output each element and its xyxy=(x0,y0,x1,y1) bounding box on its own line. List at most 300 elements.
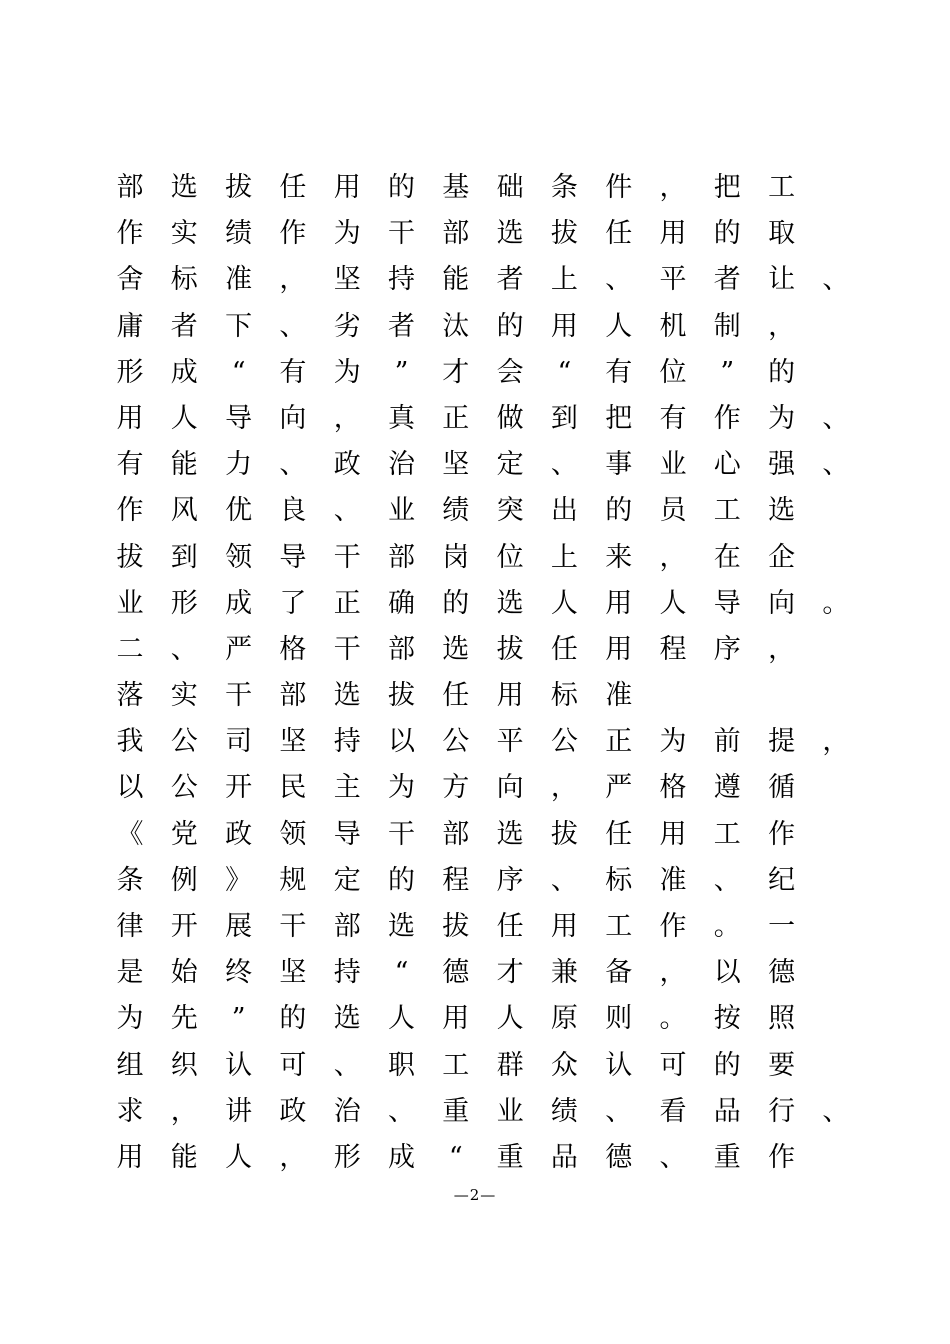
text-char: 绩 xyxy=(442,495,470,527)
text-line xyxy=(110,488,870,534)
text-char: 德 xyxy=(768,957,796,989)
text-char: 心 xyxy=(713,449,741,481)
text-char: 品 xyxy=(713,1095,741,1127)
text-char: 干 xyxy=(388,818,415,850)
text-line xyxy=(110,442,870,488)
text-char: 的 xyxy=(713,218,741,250)
text-char: 部 xyxy=(442,218,470,250)
text-char: 人 xyxy=(388,1003,415,1035)
text-char: 把 xyxy=(605,402,633,434)
text-char: 坚 xyxy=(333,264,361,296)
text-char: 干 xyxy=(333,633,361,665)
text-char: 、 xyxy=(333,1049,361,1081)
text-char: 人 xyxy=(550,587,578,619)
text-char: 机 xyxy=(659,310,687,342)
text-char: 可 xyxy=(279,1049,307,1081)
text-char: ， xyxy=(822,726,850,758)
text-char: 可 xyxy=(659,1049,687,1081)
text-char: 律 xyxy=(116,911,144,942)
text-char: 任 xyxy=(496,911,524,942)
text-char: 持 xyxy=(333,726,361,758)
text-char: ， xyxy=(279,264,307,296)
text-char: 平 xyxy=(659,264,687,296)
text-char: 人 xyxy=(170,402,198,434)
text-char: 把 xyxy=(713,172,741,203)
text-char: 导 xyxy=(279,541,307,573)
text-char: 成 xyxy=(225,587,253,619)
text-char: 上 xyxy=(550,264,578,296)
text-char: 严 xyxy=(225,633,253,665)
text-char: 例 xyxy=(170,864,198,896)
text-char: 是 xyxy=(116,957,144,989)
text-char: 照 xyxy=(768,1003,796,1035)
text-char: 者 xyxy=(388,310,415,342)
text-char: ， xyxy=(550,772,578,804)
text-char: 兼 xyxy=(550,957,578,989)
text-char: ， xyxy=(659,957,687,989)
text-line xyxy=(110,950,870,996)
text-char: 准 xyxy=(225,264,253,296)
text-char: 者 xyxy=(713,264,741,296)
text-char: 工 xyxy=(768,172,796,203)
text-char: 业 xyxy=(659,449,687,481)
text-char: 、 xyxy=(822,402,850,434)
text-char: 品 xyxy=(550,1141,578,1173)
text-char: 用 xyxy=(659,218,687,250)
text-char: 主 xyxy=(333,772,361,804)
text-line xyxy=(110,765,870,811)
text-char: 有 xyxy=(279,356,307,388)
text-char: 为 xyxy=(333,356,361,388)
text-char: 真 xyxy=(388,402,415,434)
text-char: 按 xyxy=(713,1003,741,1035)
text-char: 用 xyxy=(496,680,524,712)
text-char: 民 xyxy=(279,772,307,804)
text-char: 政 xyxy=(333,449,361,481)
text-char: 任 xyxy=(550,633,578,665)
text-char: 人 xyxy=(225,1141,253,1173)
text-char: 选 xyxy=(496,818,524,850)
text-char: 导 xyxy=(713,587,741,619)
text-char: 件 xyxy=(605,172,633,203)
text-char: 持 xyxy=(333,957,361,989)
text-line xyxy=(110,211,870,257)
text-char: 、 xyxy=(822,449,850,481)
text-char: 位 xyxy=(496,541,524,573)
text-char: 重 xyxy=(442,1095,470,1127)
text-char: 原 xyxy=(550,1003,578,1035)
text-char: 《 xyxy=(116,818,144,850)
text-char: 。 xyxy=(659,1003,687,1035)
text-char: 、 xyxy=(713,864,741,896)
text-line xyxy=(110,904,870,950)
text-char: 公 xyxy=(442,726,470,758)
text-char: 德 xyxy=(605,1141,633,1173)
text-char: 人 xyxy=(605,310,633,342)
text-char: 强 xyxy=(768,449,796,481)
text-char: 拔 xyxy=(550,818,578,850)
text-char: 用 xyxy=(605,587,633,619)
text-char: 优 xyxy=(225,495,253,527)
text-char: 向 xyxy=(768,587,796,619)
text-char: 舍 xyxy=(116,264,144,296)
text-char: 用 xyxy=(116,402,144,434)
body-text xyxy=(110,165,870,1181)
text-char: 组 xyxy=(116,1049,144,1081)
text-char: 定 xyxy=(496,449,524,481)
text-char: 看 xyxy=(659,1095,687,1127)
text-char: 、 xyxy=(822,1095,850,1127)
text-char: 选 xyxy=(496,218,524,250)
text-char: 、 xyxy=(279,310,307,342)
text-char: 业 xyxy=(116,587,144,619)
text-char: 为 xyxy=(659,726,687,758)
text-char: 有 xyxy=(659,402,687,434)
text-line xyxy=(110,996,870,1042)
text-char: 形 xyxy=(116,356,144,388)
text-char: 导 xyxy=(333,818,361,850)
text-char: 作 xyxy=(279,218,307,250)
text-line xyxy=(110,165,870,211)
text-char: 为 xyxy=(768,402,796,434)
text-char: 二 xyxy=(116,633,144,665)
text-char: 任 xyxy=(605,218,633,250)
text-char: 下 xyxy=(225,310,253,342)
text-char: 业 xyxy=(388,495,415,527)
text-char: 了 xyxy=(279,587,307,619)
text-char: 业 xyxy=(496,1095,524,1127)
text-char: 实 xyxy=(170,680,198,712)
text-char: 、 xyxy=(605,1095,633,1127)
text-line xyxy=(110,304,870,350)
text-char: 的 xyxy=(442,587,470,619)
text-char: 拔 xyxy=(225,172,253,203)
text-char: 取 xyxy=(768,218,796,250)
text-char: 公 xyxy=(170,726,198,758)
text-char: ， xyxy=(659,172,687,203)
text-char: 坚 xyxy=(442,449,470,481)
page-number: —2— xyxy=(453,1186,497,1204)
text-char: 作 xyxy=(768,818,796,850)
text-char: 工 xyxy=(713,818,741,850)
text-char: 方 xyxy=(442,772,470,804)
text-char: ” xyxy=(231,1003,246,1035)
text-char: 能 xyxy=(170,449,198,481)
text-char: 选 xyxy=(496,587,524,619)
text-char: 向 xyxy=(496,772,524,804)
text-char: 条 xyxy=(550,172,578,203)
text-char: 人 xyxy=(659,587,687,619)
text-char: 的 xyxy=(388,172,415,203)
text-char: ” xyxy=(720,356,735,388)
text-char: 司 xyxy=(225,726,253,758)
text-char: 程 xyxy=(659,633,687,665)
text-char: 拔 xyxy=(550,218,578,250)
text-line xyxy=(110,1043,870,1089)
text-char: 先 xyxy=(170,1003,198,1035)
text-char: 始 xyxy=(170,957,198,989)
text-char: 用 xyxy=(659,818,687,850)
text-char: 在 xyxy=(713,541,741,573)
text-char: 为 xyxy=(388,772,415,804)
text-line xyxy=(110,257,870,303)
text-char: 形 xyxy=(333,1141,361,1173)
text-line xyxy=(110,719,870,765)
text-line xyxy=(110,812,870,858)
text-char: 用 xyxy=(333,172,361,203)
text-char: 》 xyxy=(225,864,253,896)
text-char: 展 xyxy=(225,911,253,942)
text-char: 落 xyxy=(116,680,144,712)
text-char: 标 xyxy=(550,680,578,712)
text-char: 有 xyxy=(605,356,633,388)
text-char: 正 xyxy=(442,402,470,434)
text-char: 成 xyxy=(388,1141,415,1173)
text-char: 干 xyxy=(333,541,361,573)
text-char: 以 xyxy=(388,726,415,758)
text-char: 、 xyxy=(550,864,578,896)
text-char: 遵 xyxy=(713,772,741,804)
text-char: 格 xyxy=(659,772,687,804)
text-char: “ xyxy=(448,1141,463,1173)
text-char: 正 xyxy=(333,587,361,619)
text-char: 出 xyxy=(550,495,578,527)
text-char: 政 xyxy=(279,1095,307,1127)
text-line xyxy=(110,1135,870,1181)
text-char: 实 xyxy=(170,218,198,250)
text-char: 领 xyxy=(279,818,307,850)
text-char: 讲 xyxy=(225,1095,253,1127)
text-char: 为 xyxy=(333,218,361,250)
text-char: 则 xyxy=(605,1003,633,1035)
text-char: ， xyxy=(170,1095,198,1127)
text-char: 任 xyxy=(279,172,307,203)
text-char: 任 xyxy=(442,680,470,712)
text-char: 用 xyxy=(442,1003,470,1035)
text-char: 、 xyxy=(659,1141,687,1173)
text-char: 准 xyxy=(605,680,633,712)
text-line xyxy=(110,858,870,904)
text-char: ， xyxy=(768,633,796,665)
text-char: 用 xyxy=(116,1141,144,1173)
text-char: 的 xyxy=(388,864,415,896)
text-char: 序 xyxy=(713,633,741,665)
text-char: ” xyxy=(394,356,409,388)
text-char: 工 xyxy=(442,1049,470,1081)
text-char: 群 xyxy=(496,1049,524,1081)
text-char: 坚 xyxy=(279,957,307,989)
text-char: 定 xyxy=(333,864,361,896)
text-char: 选 xyxy=(170,172,198,203)
text-char: 任 xyxy=(605,818,633,850)
text-char: 导 xyxy=(225,402,253,434)
text-char: 开 xyxy=(170,911,198,942)
text-char: 成 xyxy=(170,356,198,388)
text-char: 。 xyxy=(713,911,741,942)
text-char: 能 xyxy=(170,1141,198,1173)
text-char: ， xyxy=(768,310,796,342)
text-char: 持 xyxy=(388,264,415,296)
text-char: 标 xyxy=(170,264,198,296)
text-char: 作 xyxy=(713,402,741,434)
text-char: 、 xyxy=(279,449,307,481)
text-char: 用 xyxy=(550,911,578,942)
text-char: 部 xyxy=(333,911,361,942)
text-char: 的 xyxy=(713,1049,741,1081)
text-line xyxy=(110,581,870,627)
text-char: 才 xyxy=(496,957,524,989)
text-char: 规 xyxy=(279,864,307,896)
text-char: 备 xyxy=(605,957,633,989)
text-char: 、 xyxy=(388,1095,415,1127)
text-char: 确 xyxy=(388,587,415,619)
text-char: 格 xyxy=(279,633,307,665)
text-char: 选 xyxy=(333,1003,361,1035)
text-char: 工 xyxy=(713,495,741,527)
text-line xyxy=(110,1089,870,1135)
text-line xyxy=(110,396,870,442)
text-char: 平 xyxy=(496,726,524,758)
text-char: 前 xyxy=(713,726,741,758)
text-char: 做 xyxy=(496,402,524,434)
text-char: 、 xyxy=(822,264,850,296)
text-char: 拔 xyxy=(442,911,470,942)
text-char: 才 xyxy=(442,356,470,388)
text-char: 认 xyxy=(225,1049,253,1081)
text-char: 突 xyxy=(496,495,524,527)
text-char: 、 xyxy=(333,495,361,527)
text-char: 用 xyxy=(605,633,633,665)
text-char: 治 xyxy=(333,1095,361,1127)
text-char: 汰 xyxy=(442,310,470,342)
text-char: 干 xyxy=(388,218,415,250)
text-char: 能 xyxy=(442,264,470,296)
text-char: 循 xyxy=(768,772,796,804)
text-char: 力 xyxy=(225,449,253,481)
text-char: ， xyxy=(659,541,687,573)
text-char: 、 xyxy=(550,449,578,481)
text-char: 岗 xyxy=(442,541,470,573)
text-char: 、 xyxy=(605,264,633,296)
text-char: 标 xyxy=(605,864,633,896)
text-char: 。 xyxy=(822,587,850,619)
text-char: 选 xyxy=(333,680,361,712)
text-char: 绩 xyxy=(550,1095,578,1127)
text-char: 工 xyxy=(605,911,633,942)
text-char: 选 xyxy=(388,911,415,942)
text-char: 领 xyxy=(225,541,253,573)
text-char: 庸 xyxy=(116,310,144,342)
text-char: 德 xyxy=(442,957,470,989)
text-char: 选 xyxy=(442,633,470,665)
text-char: 员 xyxy=(659,495,687,527)
text-char: 行 xyxy=(768,1095,796,1127)
text-char: 织 xyxy=(170,1049,198,1081)
text-char: “ xyxy=(557,356,572,388)
text-char: 拔 xyxy=(496,633,524,665)
text-char: 、 xyxy=(170,633,198,665)
text-char: 位 xyxy=(659,356,687,388)
text-char: 有 xyxy=(116,449,144,481)
text-char: 程 xyxy=(442,864,470,896)
text-char: 认 xyxy=(605,1049,633,1081)
text-char: 严 xyxy=(605,772,633,804)
text-char: 为 xyxy=(116,1003,144,1035)
text-char: 以 xyxy=(713,957,741,989)
text-char: 部 xyxy=(388,541,415,573)
text-char: 重 xyxy=(496,1141,524,1173)
text-line xyxy=(110,350,870,396)
text-char: 党 xyxy=(170,818,198,850)
text-char: 基 xyxy=(442,172,470,203)
text-char: 选 xyxy=(768,495,796,527)
text-char: 制 xyxy=(713,310,741,342)
text-char: 治 xyxy=(388,449,415,481)
text-char: 部 xyxy=(442,818,470,850)
text-char: 让 xyxy=(768,264,796,296)
text-char: 者 xyxy=(496,264,524,296)
text-char: 事 xyxy=(605,449,633,481)
section-heading-line xyxy=(110,673,870,719)
text-char: ， xyxy=(333,402,361,434)
text-char: 准 xyxy=(659,864,687,896)
text-char: 坚 xyxy=(279,726,307,758)
text-char: 提 xyxy=(768,726,796,758)
text-char: 向 xyxy=(279,402,307,434)
text-char: 劣 xyxy=(333,310,361,342)
text-char: 到 xyxy=(170,541,198,573)
text-char: 形 xyxy=(170,587,198,619)
text-char: 部 xyxy=(388,633,415,665)
text-char: “ xyxy=(231,356,246,388)
text-char: 部 xyxy=(279,680,307,712)
text-char: 终 xyxy=(225,957,253,989)
text-char: 政 xyxy=(225,818,253,850)
text-char: 用 xyxy=(550,310,578,342)
text-char: 作 xyxy=(116,495,144,527)
text-char: 来 xyxy=(605,541,633,573)
text-char: ， xyxy=(279,1141,307,1173)
text-char: 公 xyxy=(170,772,198,804)
text-char: 到 xyxy=(550,402,578,434)
text-char: 干 xyxy=(225,680,253,712)
text-char: 一 xyxy=(768,911,796,942)
text-line xyxy=(110,535,870,581)
text-char: 的 xyxy=(768,356,796,388)
text-char: 上 xyxy=(550,541,578,573)
text-char: 风 xyxy=(170,495,198,527)
text-char: 干 xyxy=(279,911,307,942)
text-char: 条 xyxy=(116,864,144,896)
text-char: 会 xyxy=(496,356,524,388)
text-char: 序 xyxy=(496,864,524,896)
text-char: 部 xyxy=(116,172,144,203)
text-char: 良 xyxy=(279,495,307,527)
text-char: 的 xyxy=(605,495,633,527)
text-char: “ xyxy=(394,957,409,989)
text-char: 众 xyxy=(550,1049,578,1081)
text-char: 础 xyxy=(496,172,524,203)
text-char: 绩 xyxy=(225,218,253,250)
text-char: 人 xyxy=(496,1003,524,1035)
section-heading-line xyxy=(110,627,870,673)
text-char: 我 xyxy=(116,726,144,758)
text-char: 者 xyxy=(170,310,198,342)
text-char: 重 xyxy=(713,1141,741,1173)
text-char: 求 xyxy=(116,1095,144,1127)
text-char: 开 xyxy=(225,772,253,804)
text-char: 要 xyxy=(768,1049,796,1081)
